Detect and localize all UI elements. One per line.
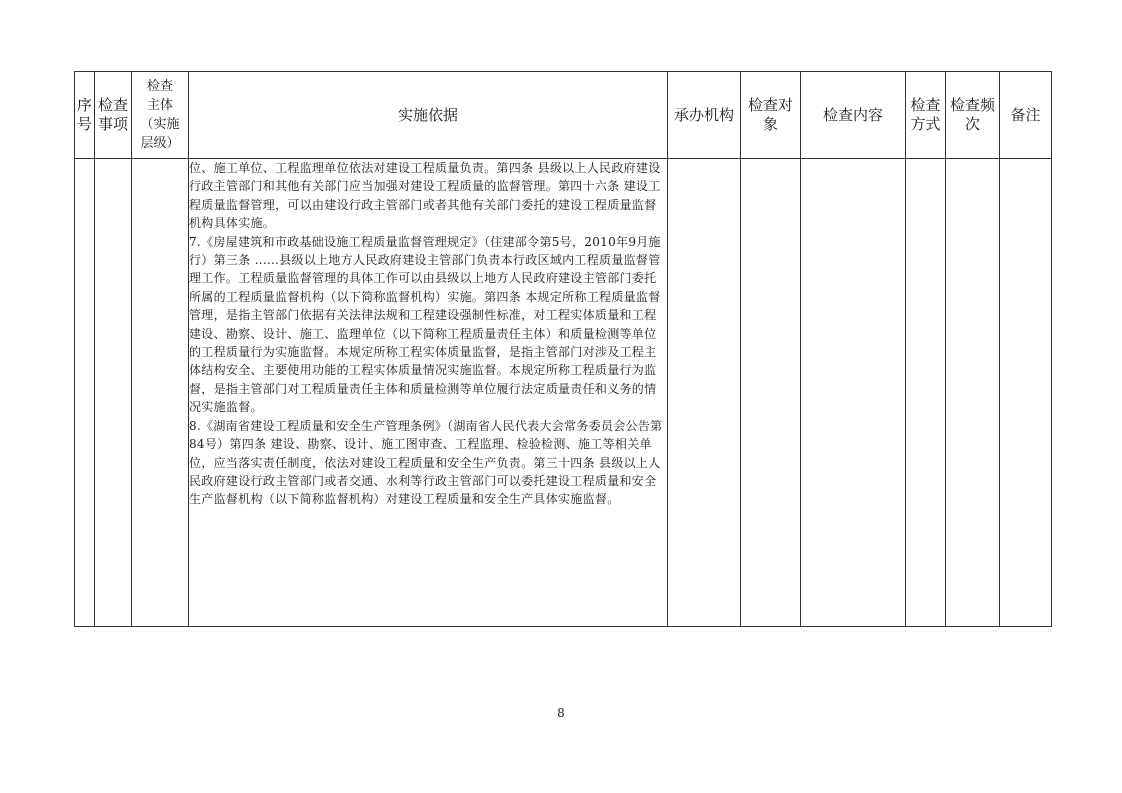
header-item: 检查事项 — [95, 72, 132, 159]
cell-agency — [668, 159, 741, 627]
cell-frequency — [946, 159, 1000, 627]
cell-item — [95, 159, 132, 627]
header-target: 检查对象 — [741, 72, 801, 159]
header-method: 检查方式 — [906, 72, 946, 159]
cell-content — [801, 159, 906, 627]
basis-paragraph: 7.《房屋建筑和市政基础设施工程质量监督管理规定》（住建部令第5号，2010年9月施行）第三条 ……县级以上地方人民政府建设主管部门负责本行政区域内工程质量监督管理工作。工程质量监督管理的具体工作可以由县级以上地方人民政府建设主管部门委托所属的工程质量监督机构（以下简称监督机构）实施。第四条 本规定所称工程质量监督管理，是指主管部门依据有关法律法规和工程建设强制性标准，对工程实体质量和工程建设、勘察、设计、施工、监理单位（以下简称工程质量责任主体）和质量检测等单位的工程质量行为实施监督。本规定所称工程实体质量监督，是指主管部门对涉及工程主体结构安全、主要使用功能的工程实体质量情况实施监督。本规定所称工程质量行为监督，是指主管部门对工程质量责任主体和质量检测等单位履行法定质量责任和义务的情况实施监督。 — [189, 234, 661, 415]
table-row — [75, 159, 1052, 627]
header-frequency: 检查频次 — [946, 72, 1000, 159]
cell-method — [906, 159, 946, 627]
header-agency: 承办机构 — [668, 72, 741, 159]
page-number: 8 — [557, 706, 565, 720]
cell-target — [741, 159, 801, 627]
header-basis: 实施依据 — [189, 72, 668, 159]
cell-basis — [189, 159, 668, 627]
header-index: 序号 — [75, 72, 95, 159]
header-content: 检查内容 — [801, 72, 906, 159]
inspection-table — [74, 71, 1052, 627]
cell-subject — [132, 159, 189, 627]
header-remarks: 备注 — [1000, 72, 1052, 159]
header-subject: 检查 主体 （实施 层级） — [132, 72, 189, 159]
basis-paragraph: 8.《湖南省建设工程质量和安全生产管理条例》（湖南省人民代表大会常务委员会公告第84号）第四条 建设、勘察、设计、施工图审查、工程监理、检验检测、施工等相关单位，应当落实责任制度，依法对建设工程质量和安全生产负责。第三十四条 县级以上人民政府建设行政主管部门或者交通、水利等行政主管部门可以委托建设工程质量和安全生产监督机构（以下简称监督机构）对建设工程质量和安全生产具体实施监督。 — [189, 418, 663, 507]
cell-remarks — [1000, 159, 1052, 627]
table-header-row — [75, 72, 1052, 159]
basis-paragraph: 位、施工单位、工程监理单位依法对建设工程质量负责。第四条 县级以上人民政府建设行政主管部门和其他有关部门应当加强对建设工程质量的监督管理。第四十六条 建设工程质量监督管理，可以由建设行政主管部门或者其他有关部门委托的建设工程质量监督机构具体实施。 — [189, 161, 661, 231]
cell-index — [75, 159, 95, 627]
